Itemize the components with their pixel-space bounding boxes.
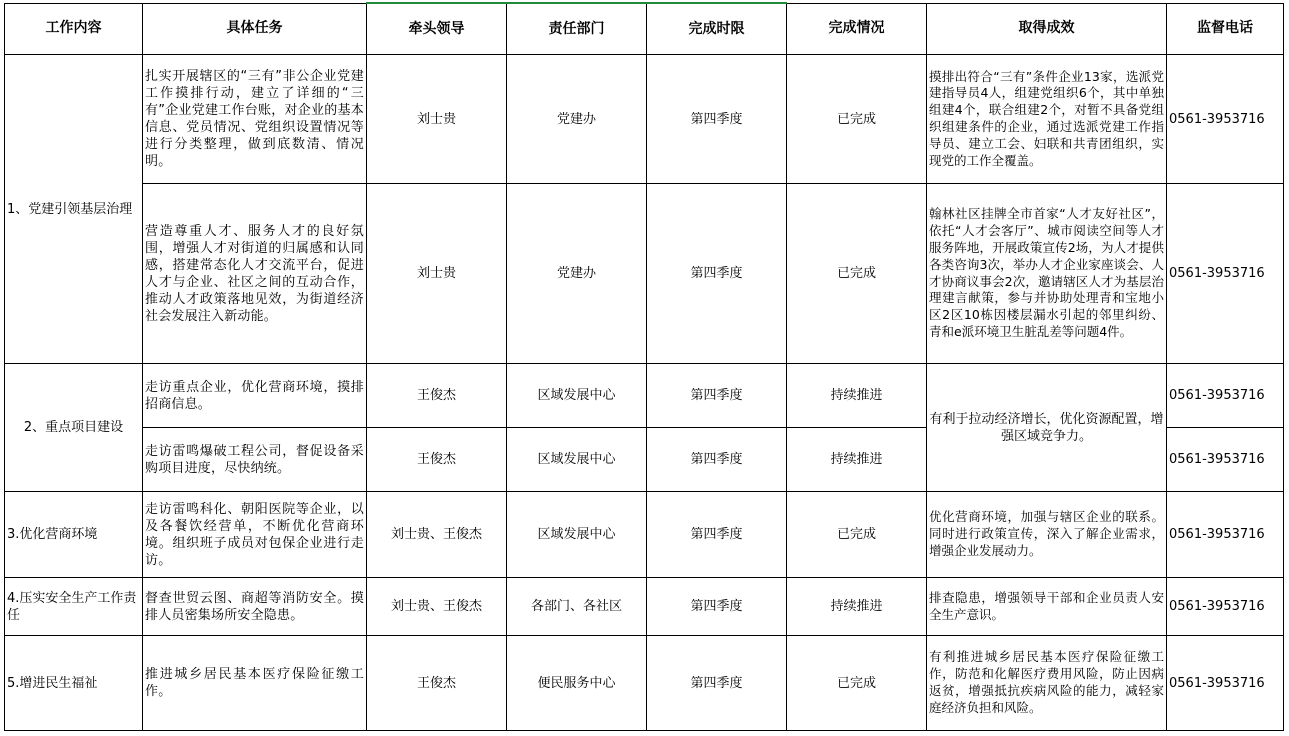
phone-cell[interactable]: 0561-3953716	[1167, 364, 1284, 428]
dept-cell[interactable]: 区域发展中心	[507, 428, 647, 492]
status-cell[interactable]: 已完成	[787, 184, 927, 364]
category-cell[interactable]: 1、党建引领基层治理	[5, 55, 143, 364]
task-cell[interactable]: 走访雷鸣爆破工程公司，督促设备采购项目进度，尽快纳统。	[143, 428, 367, 492]
header-specific-task[interactable]: 具体任务	[143, 3, 367, 55]
supervision-table	[4, 2, 1284, 731]
result-cell[interactable]: 排查隐患，增强领导干部和企业员责人安全生产意识。	[927, 578, 1167, 636]
deadline-cell[interactable]: 第四季度	[647, 364, 787, 428]
dept-cell[interactable]: 便民服务中心	[507, 636, 647, 731]
status-cell[interactable]: 已完成	[787, 55, 927, 184]
task-cell[interactable]: 营造尊重人才、服务人才的良好氛围，增强人才对街道的归属感和认同感，搭建常态化人才交流平台，促进人才与企业、社区之间的互动合作，推动人才政策落地见效，为街道经济社会发展注入新动能。	[143, 184, 367, 364]
header-work-content[interactable]: 工作内容	[5, 3, 143, 55]
leader-cell[interactable]: 刘士贵	[367, 184, 507, 364]
header-lead-leader[interactable]: 牵头领导	[367, 3, 507, 55]
header-responsible-dept[interactable]: 责任部门	[507, 3, 647, 55]
task-cell[interactable]: 走访重点企业，优化营商环境，摸排招商信息。	[143, 364, 367, 428]
leader-cell[interactable]: 刘士贵	[367, 55, 507, 184]
header-phone[interactable]: 监督电话	[1167, 3, 1284, 55]
status-cell[interactable]: 已完成	[787, 636, 927, 731]
phone-cell[interactable]: 0561-3953716	[1167, 55, 1284, 184]
leader-cell[interactable]: 王俊杰	[367, 428, 507, 492]
table-row	[5, 364, 1284, 428]
table-row	[5, 492, 1284, 578]
category-cell[interactable]: 4.压实安全生产工作责任	[5, 578, 143, 636]
phone-cell[interactable]: 0561-3953716	[1167, 636, 1284, 731]
dept-cell[interactable]: 党建办	[507, 55, 647, 184]
phone-cell[interactable]: 0561-3953716	[1167, 578, 1284, 636]
category-cell[interactable]: 3.优化营商环境	[5, 492, 143, 578]
dept-cell[interactable]: 党建办	[507, 184, 647, 364]
leader-cell[interactable]: 王俊杰	[367, 364, 507, 428]
status-cell[interactable]: 持续推进	[787, 428, 927, 492]
table-row	[5, 578, 1284, 636]
header-row	[5, 3, 1284, 55]
task-cell[interactable]: 督查世贸云图、商超等消防安全。摸排人员密集场所安全隐患。	[143, 578, 367, 636]
header-deadline[interactable]: 完成时限	[647, 3, 787, 55]
category-cell[interactable]: 2、重点项目建设	[5, 364, 143, 492]
result-cell[interactable]: 摸排出符合“三有”条件企业13家，选派党建指导员4人，组建党组织6个，其中单独组建4个，联合组建2个，对暂不具备党组织组建条件的企业，通过选派党建工作指导员、建立工会、妇联和共青团组织，实现党的工作全覆盖。	[927, 55, 1167, 184]
deadline-cell[interactable]: 第四季度	[647, 636, 787, 731]
deadline-cell[interactable]: 第四季度	[647, 578, 787, 636]
leader-cell[interactable]: 刘士贵、王俊杰	[367, 578, 507, 636]
deadline-cell[interactable]: 第四季度	[647, 492, 787, 578]
result-cell[interactable]: 翰林社区挂牌全市首家“人才友好社区”，依托“人才会客厅”、城市阅读空间等人才服务阵地，开展政策宣传2场，为人才提供各类咨询3次，举办人才企业家座谈会、人才协商议事会2次，邀请辖区人才为基层治理建言献策，参与并协助处理青和宝地小区2区10栋因楼层漏水引起的邻里纠纷、青和e派环境卫生脏乱差等问题4件。	[927, 184, 1167, 364]
result-cell[interactable]: 有利推进城乡居民基本医疗保险征缴工作，防范和化解医疗费用风险，防止因病返贫，增强抵抗疾病风险的能力，减轻家庭经济负担和风险。	[927, 636, 1167, 731]
task-cell[interactable]: 推进城乡居民基本医疗保险征缴工作。	[143, 636, 367, 731]
dept-cell[interactable]: 各部门、各社区	[507, 578, 647, 636]
leader-cell[interactable]: 刘士贵、王俊杰	[367, 492, 507, 578]
deadline-cell[interactable]: 第四季度	[647, 428, 787, 492]
dept-cell[interactable]: 区域发展中心	[507, 492, 647, 578]
phone-cell[interactable]: 0561-3953716	[1167, 492, 1284, 578]
category-cell[interactable]: 5.增进民生福祉	[5, 636, 143, 731]
status-cell[interactable]: 已完成	[787, 492, 927, 578]
phone-cell[interactable]: 0561-3953716	[1167, 428, 1284, 492]
dept-cell[interactable]: 区域发展中心	[507, 364, 647, 428]
status-cell[interactable]: 持续推进	[787, 578, 927, 636]
deadline-cell[interactable]: 第四季度	[647, 55, 787, 184]
table-row	[5, 55, 1284, 184]
deadline-cell[interactable]: 第四季度	[647, 184, 787, 364]
header-status[interactable]: 完成情况	[787, 3, 927, 55]
result-cell[interactable]: 优化营商环境，加强与辖区企业的联系。同时进行政策宣传，深入了解企业需求，增强企业发展动力。	[927, 492, 1167, 578]
table-row	[5, 184, 1284, 364]
status-cell[interactable]: 持续推进	[787, 364, 927, 428]
phone-cell[interactable]: 0561-3953716	[1167, 184, 1284, 364]
result-cell[interactable]: 有利于拉动经济增长，优化资源配置，增强区域竞争力。	[927, 364, 1167, 492]
task-cell[interactable]: 扎实开展辖区的“三有”非公企业党建工作摸排行动，建立了详细的“三有”企业党建工作台账，对企业的基本信息、党员情况、党组织设置情况等进行分类整理，做到底数清、情况明。	[143, 55, 367, 184]
task-cell[interactable]: 走访雷鸣科化、朝阳医院等企业，以及各餐饮经营单，不断优化营商环境。组织班子成员对包保企业进行走访。	[143, 492, 367, 578]
header-results[interactable]: 取得成效	[927, 3, 1167, 55]
table-row	[5, 636, 1284, 731]
leader-cell[interactable]: 王俊杰	[367, 636, 507, 731]
